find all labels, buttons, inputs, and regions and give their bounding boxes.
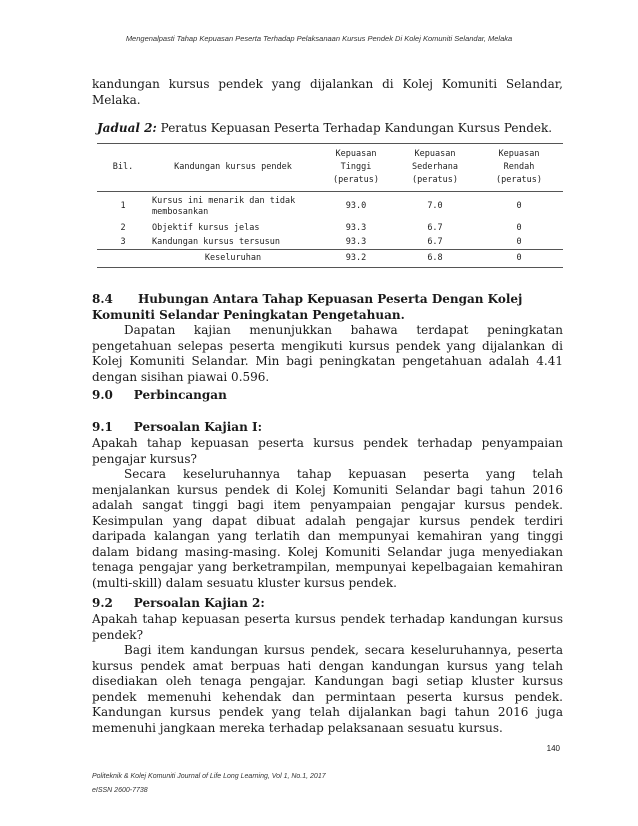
- section-8-4-paragraph: Dapatan kajian menunjukkan bahawa terdapat peningkatan pengetahuan selepas peserta mengikuti kursus pendek yang dijalankan di Kolej Komuniti Selandar. Min bagi peningkatan pengetahuan adalah 4.41 dengan sisihan piawai 0.596.: [92, 323, 563, 384]
- header-rendah: Kepuasan Rendah (peratus): [495, 149, 543, 185]
- section-9-1-paragraph: Secara keseluruhannya tahap kepuasan peserta yang telah menjalankan kursus pendek di Kolej Komuniti Selandar bagi tahun 2016 adalah sangat tinggi bagi item penyampaian pengajar kursus pendek. Kesimpulan yang dapat dibuat adalah pengajar kursus pendek terdiri daripada kalangan yang terlatih dan mempunyai kemahiran yang tinggi dalam bidang masing-masing. Kolej Komuniti Selandar juga menyediakan tenaga pengajar yang berketrampilan, mempunyai kepelbagaian kemahiran (multi-skill) dalam sesuatu kluster kursus pendek.: [92, 467, 563, 590]
- row-rendah: 0: [516, 223, 522, 233]
- table-total-row: [97, 250, 563, 268]
- table-row: [97, 192, 563, 222]
- row-bil: 3: [120, 236, 126, 247]
- section-9-2-heading: 9.2 Persoalan Kajian 2:: [92, 596, 265, 610]
- total-label: Keseluruhan: [204, 253, 262, 263]
- table-caption-label: Jadual 2:: [97, 121, 157, 135]
- row-tinggi: 93.3: [345, 236, 367, 247]
- row-bil: 2: [120, 223, 126, 233]
- total-tinggi: 93.2: [345, 253, 367, 263]
- footer-journal: Politeknik & Kolej Komuniti Journal of Life Long Learning, Vol 1, No.1, 2017: [92, 773, 326, 780]
- intro-paragraph: kandungan kursus pendek yang dijalankan di Kolej Komuniti Selandar, Melaka.: [92, 77, 563, 107]
- row-rendah: 0: [516, 201, 522, 212]
- satisfaction-table: [97, 143, 563, 268]
- header-tinggi: Kepuasan Tinggi (peratus): [332, 149, 380, 185]
- table-row: [97, 222, 563, 236]
- footer-issn: eISSN 2600-7738: [92, 787, 148, 794]
- row-sederhana: 6.7: [427, 223, 443, 233]
- section-9-1-heading: 9.1 Persoalan Kajian I:: [92, 420, 263, 434]
- row-rendah: 0: [516, 236, 522, 247]
- row-item: Kursus ini menarik dan tidak membosankan: [152, 195, 296, 217]
- row-sederhana: 6.7: [427, 236, 443, 247]
- header-sederhana: Kepuasan Sederhana (peratus): [411, 149, 459, 185]
- row-bil: 1: [120, 201, 126, 212]
- row-item: Objektif kursus jelas: [152, 223, 260, 233]
- row-item: Kandungan kursus tersusun: [152, 236, 280, 247]
- section-9-2-question: Apakah tahap kepuasan peserta kursus pendek terhadap kandungan kursus pendek?: [92, 612, 563, 642]
- header-bil: Bil.: [112, 162, 134, 172]
- running-header: Mengenalpasti Tahap Kepuasan Peserta Terhadap Pelaksanaan Kursus Pendek Di Kolej Komuniti Selandar, Melaka: [125, 34, 513, 43]
- table-caption: [97, 121, 552, 135]
- table-row: [97, 236, 563, 250]
- row-tinggi: 93.0: [345, 201, 367, 212]
- section-9-0-heading: 9.0 Perbincangan: [92, 388, 227, 402]
- page-number: 140: [546, 744, 560, 753]
- table-caption-text: Peratus Kepuasan Peserta Terhadap Kandungan Kursus Pendek.: [156, 121, 553, 135]
- section-8-4-heading: 8.4 Hubungan Antara Tahap Kepuasan Peserta Dengan Kolej Komuniti Selandar Peningkatan Pengetahuan.: [92, 292, 523, 322]
- header-kandungan: Kandungan kursus pendek: [174, 162, 292, 172]
- table-header-row: [97, 144, 563, 192]
- total-rendah: 0: [516, 253, 522, 263]
- row-tinggi: 93.3: [345, 223, 367, 233]
- section-9-1-question: Apakah tahap kepuasan peserta kursus pendek terhadap penyampaian pengajar kursus?: [92, 436, 563, 466]
- section-9-2-paragraph: Bagi item kandungan kursus pendek, secara keseluruhannya, peserta kursus pendek amat berpuas hati dengan kandungan kursus yang telah disediakan oleh tenaga pengajar. Kandungan bagi setiap kluster kursus pendek memenuhi kehendak dan permintaan peserta kursus pendek. Kandungan kursus pendek yang telah dijalankan bagi tahun 2016 juga memenuhi jangkaan mereka terhadap pelaksanaan sesuatu kursus.: [92, 643, 563, 735]
- row-sederhana: 7.0: [427, 201, 443, 212]
- total-sederhana: 6.8: [427, 253, 443, 263]
